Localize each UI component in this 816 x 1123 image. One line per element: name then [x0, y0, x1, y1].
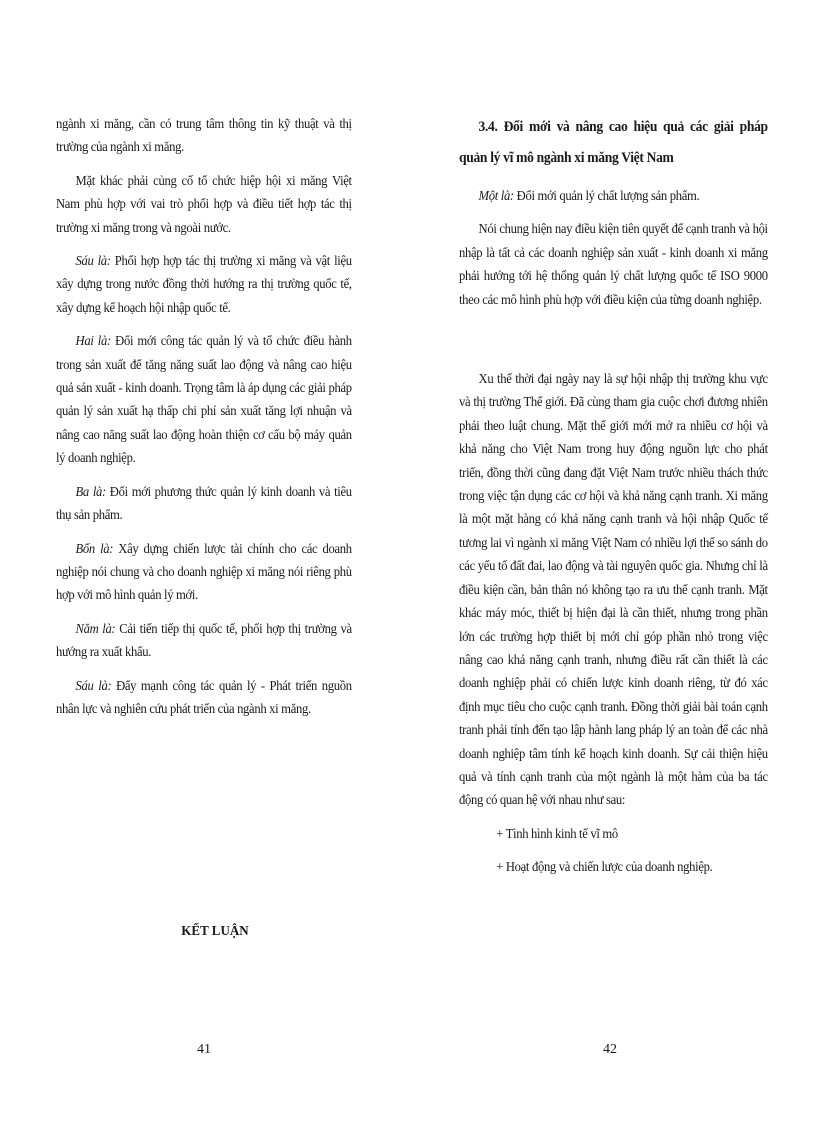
section-heading: 3.4. Đổi mới và nâng cao hiệu quả các giải pháp quản lý vĩ mô ngành xi măng Việt Nam: [459, 119, 768, 166]
paragraph-lead: Bốn là:: [75, 540, 114, 556]
right-paragraph-2: Xu thế thời đại ngày nay là sự hội nhập thị trường khu vực và thị trường Thế giới. Đã cùng tham gia cuộc chơi đương nhiên phải theo luật chung. Mặt thế giới mới mở ra nhiều cơ hội và khả năng cho Việt Nam trong huy động nguồn lực cho phát triển, đồng thời cũng đang đặt Việt Nam trước nhiều thách thức trong việc tận dụng các cơ hội và khả năng cạnh tranh. Xi măng là một mặt hàng có khả năng cạnh tranh và hội nhập Quốc tế tương lai vì ngành xi măng Việt Nam có nhiều lợi thế so sánh do các yếu tố đất đai, lao động và tài nguyên quốc gia. Nhưng chỉ là điều kiện cần, bản thân nó không tạo ra ưu thế cạnh tranh. Mặt khác máy móc, thiết bị hiện đại là cần thiết, nhưng trong phần lớn các trường hợp thiết bị mới chỉ góp phần nhỏ trong việc nâng cao khả năng cạnh tranh, nhưng điều rất cần thiết là các doanh nghiệp phải có chiến lược kinh doanh riêng, từ đó xác định mục tiêu cho cuộc cạnh tranh. Đồng thời giải bài toán cạnh tranh phải tính đến tạo lập hành lang pháp lý an toàn để các nhà doanh nghiệp tâm tính kế hoạch kinh doanh. Sự cải thiện hiệu quả và tính cạnh tranh của một ngành là một hàm của ba tác động có quan hệ với nhau như sau:: [459, 371, 768, 808]
paragraph-lead: Năm là:: [75, 620, 116, 636]
right-paragraph-1: Nói chung hiện nay điều kiện tiên quyết để cạnh tranh và hội nhập là tất cả các doanh nghiệp sản xuất - kinh doanh xi măng phải hướng tới hệ thống quản lý chất lượng quốc tế ISO 9000 theo các mô hình phù hợp với điều kiện của từng doanh nghiệp.: [459, 221, 768, 307]
paragraph-text: Đổi mới quản lý chất lượng sản phẩm.: [513, 188, 700, 203]
paragraph-lead: Sáu là:: [75, 253, 111, 269]
paragraph-text: Cải tiến tiếp thị quốc tế, phối hợp thị trường và hướng ra xuất khẩu.: [56, 620, 352, 660]
paragraph-lead: Một là:: [478, 188, 514, 203]
paragraph-text: Phối hợp hợp tác thị trường xi măng và vật liệu xây dựng trong nước đồng thời hướng ra thị trường quốc tế, xây dựng kế hoạch hội nhập quốc tế.: [56, 253, 352, 315]
left-paragraph-1: ngành xi măng, cần có trung tâm thông tin kỹ thuật và thị trường của ngành xi măng.: [56, 116, 352, 155]
bullet-item: + Tình hình kinh tế vĩ mô: [496, 825, 618, 841]
paragraph-lead: Hai là:: [75, 333, 111, 349]
left-paragraph-3: [56, 249, 352, 319]
left-paragraph-4: [56, 329, 352, 469]
page-number-right: 42: [603, 1042, 617, 1057]
paragraph-text: Xây dựng chiến lược tài chính cho các doanh nghiệp nói chung và cho doanh nghiệp xi măng nói riêng phù hợp với mô hình quản lý mới.: [56, 540, 352, 603]
right-page-body: [459, 112, 768, 879]
left-page-body: [56, 112, 352, 720]
paragraph-lead: Sáu là:: [75, 677, 112, 693]
right-paragraph-lead: [459, 184, 768, 207]
bullet-item: + Hoạt động và chiến lược của doanh nghiệp.: [496, 859, 713, 875]
conclusion-title: KẾT LUẬN: [181, 924, 249, 939]
paragraph-text: Đổi mới phương thức quản lý kinh doanh và tiêu thụ sản phẩm.: [56, 483, 352, 523]
left-paragraph-2: Mặt khác phải củng cố tổ chức hiệp hội xi măng Việt Nam phù hợp với vai trò phối hợp và điều tiết hợp tác thị trường xi măng trong và ngoài nước.: [56, 172, 352, 235]
paragraph-lead: Ba là:: [75, 483, 106, 499]
left-paragraph-7: [56, 617, 352, 664]
left-paragraph-5: [56, 480, 352, 527]
left-paragraph-8: [56, 674, 352, 721]
left-paragraph-6: [56, 537, 352, 607]
page-number-left: 41: [197, 1042, 211, 1057]
paragraph-text: Đổi mới công tác quản lý và tổ chức điều hành trong sản xuất để tăng năng suất lao động và nâng cao hiệu quả sản xuất - kinh doanh. Trọng tâm là áp dụng các giải pháp quản lý sản xuất hạ thấp chi phí sản xuất tăng lợi nhuận và nâng cao năng suất lao động hoàn thiện cơ cấu bộ máy quản lý doanh nghiệp.: [56, 333, 352, 466]
paragraph-text: Đẩy mạnh công tác quản lý - Phát triển nguồn nhân lực và nghiên cứu phát triển của ngành xi măng.: [56, 677, 352, 716]
